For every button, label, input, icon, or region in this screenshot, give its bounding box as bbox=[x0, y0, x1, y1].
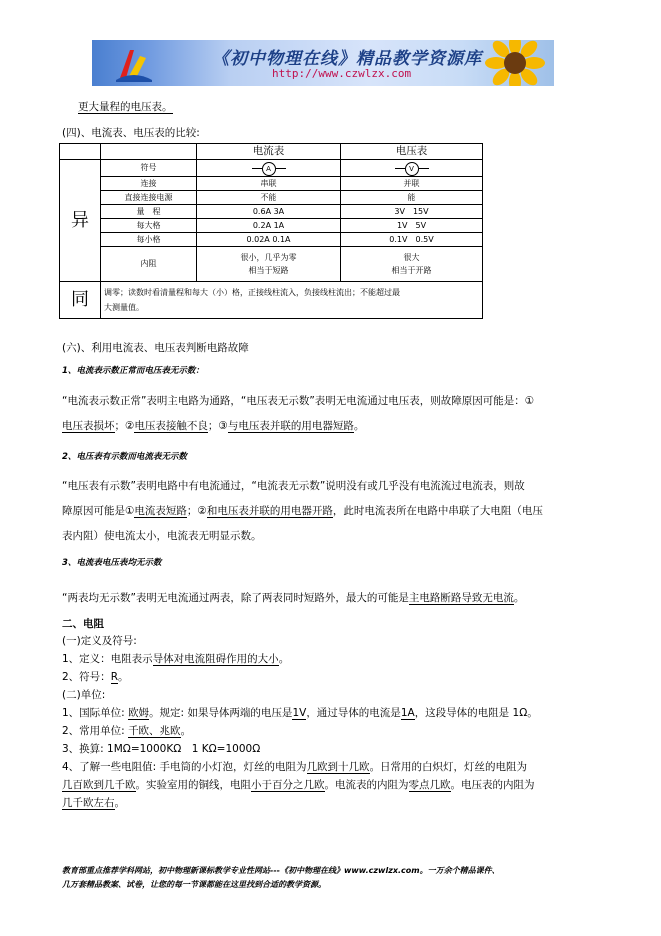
banner-title: 《初中物理在线》精品教学资源库 bbox=[212, 49, 482, 69]
cell-voltmeter: 能 bbox=[341, 190, 483, 204]
row-label: 每小格 bbox=[101, 232, 197, 246]
ammeter-symbol bbox=[197, 160, 341, 177]
para1-line1: “电流表示数正常”表明主电路为通路，“电压表无示数”表明无电流通过电压表，则故障原因可能是：① bbox=[62, 395, 535, 407]
cell-voltmeter: 3V 15V bbox=[341, 204, 483, 218]
col-voltmeter: 电压表 bbox=[341, 144, 483, 160]
para2-line2: 障原因可能是①电流表短路；②和电压表并联的用电器开路，此时电流表所在电路中串联了大电阻（电压 bbox=[62, 505, 543, 517]
same-note bbox=[101, 281, 483, 318]
voltmeter-icon: V bbox=[405, 162, 419, 176]
row-label: 内阻 bbox=[101, 246, 197, 281]
table-row bbox=[60, 190, 483, 204]
table-row bbox=[60, 204, 483, 218]
row-label: 连接 bbox=[101, 176, 197, 190]
fault-heading-2: 2、电压表有示数而电流表无示数 bbox=[62, 452, 187, 462]
resistance-si-unit: 1、国际单位: 欧姆。规定: 如果导体两端的电压是1V，通过导体的电流是1A，这段导体的电阻是 1Ω。 bbox=[62, 707, 538, 719]
para2-line3: 表内阻）使电流太小，电流表无明显示数。 bbox=[62, 530, 262, 542]
resistance-title: 二、电阻 bbox=[62, 618, 104, 630]
site-logo-icon bbox=[114, 44, 154, 84]
table-row bbox=[60, 160, 483, 177]
row-label: 每大格 bbox=[101, 218, 197, 232]
cell-ammeter: 串联 bbox=[197, 176, 341, 190]
resistance-symbol: 2、符号：R。 bbox=[62, 671, 129, 683]
table-header-row bbox=[60, 144, 483, 160]
table-corner bbox=[60, 144, 101, 160]
resistance-values-2: 几百欧到几千欧。实验室用的铜线，电阻小于百分之几欧。电流表的内阻为零点几欧。电压表的内阻为 bbox=[62, 779, 535, 791]
section6-title: (六)、利用电流表、电压表判断电路故障 bbox=[62, 342, 249, 354]
diff-label: 异 bbox=[60, 160, 101, 282]
resistance-values-3: 几千欧左右。 bbox=[62, 797, 125, 809]
table-corner-2 bbox=[101, 144, 197, 160]
note-line: 调零；读数时看清量程和每大（小）格，正接线柱流入，负接线柱流出；不能超过最 bbox=[104, 287, 400, 297]
top-line: 更大量程的电压表。 bbox=[78, 101, 173, 113]
col-ammeter: 电流表 bbox=[197, 144, 341, 160]
resistance-conversion: 3、换算: 1MΩ=1000KΩ 1 KΩ=1000Ω bbox=[62, 743, 261, 755]
table-row bbox=[60, 218, 483, 232]
resistance-common-unit: 2、常用单位: 千欧、兆欧。 bbox=[62, 725, 192, 737]
table-row bbox=[60, 281, 483, 318]
compare-heading: (四)、电流表、电压表的比较: bbox=[62, 127, 200, 139]
table-row bbox=[60, 176, 483, 190]
table-row bbox=[60, 246, 483, 281]
fault-heading-1: 1、电流表示数正常而电压表无示数： bbox=[62, 366, 204, 376]
fault-heading-3: 3、电流表电压表均无示数 bbox=[62, 558, 162, 568]
cell-voltmeter: 0.1V 0.5V bbox=[341, 232, 483, 246]
table-row bbox=[60, 232, 483, 246]
comparison-table bbox=[59, 143, 483, 319]
resistance-values-1: 4、了解一些电阻值: 手电筒的小灯泡，灯丝的电阻为几欧到十几欧。日常用的白炽灯，灯丝的电阻为 bbox=[62, 761, 528, 773]
ammeter-icon: A bbox=[262, 162, 276, 176]
cell-ammeter: 0.2A 1A bbox=[197, 218, 341, 232]
cell-voltmeter: 并联 bbox=[341, 176, 483, 190]
same-label: 同 bbox=[60, 281, 101, 318]
cell-ammeter: 不能 bbox=[197, 190, 341, 204]
para2-line1: “电压表有示数”表明电路中有电流通过，“电流表无示数”说明没有或几乎没有电流流过电流表，则故 bbox=[62, 480, 525, 492]
cell-line: 很小，几乎为零 bbox=[240, 252, 297, 262]
resistance-sub1: (一)定义及符号: bbox=[62, 635, 137, 647]
resistance-sub2: (二)单位: bbox=[62, 689, 106, 701]
cell-line: 相当于短路 bbox=[248, 265, 289, 275]
row-label: 符号 bbox=[101, 160, 197, 177]
header-banner bbox=[92, 40, 554, 86]
row-label: 量 程 bbox=[101, 204, 197, 218]
footer-line-2: 几万套精品教案、试卷，让您的每一节课都能在这里找到合适的教学资源。 bbox=[62, 880, 326, 889]
resistance-def: 1、定义：电阻表示导体对电流阻碍作用的大小。 bbox=[62, 653, 290, 665]
footer-note bbox=[62, 864, 602, 892]
cell-line: 相当于开路 bbox=[391, 265, 432, 275]
voltmeter-symbol bbox=[341, 160, 483, 177]
footer-line-1: 教育部重点推荐学科网站，初中物理新课标教学专业性网站---《初中物理在线》www.czwlzx.com。一万余个精品课件、 bbox=[62, 866, 500, 875]
cell-voltmeter bbox=[341, 246, 483, 281]
cell-ammeter: 0.6A 3A bbox=[197, 204, 341, 218]
para3-line1: “两表均无示数”表明无电流通过两表，除了两表同时短路外，最大的可能是主电路断路导致无电流。 bbox=[62, 592, 525, 604]
para1-line2: 电压表损坏；②电压表接触不良；③与电压表并联的用电器短路。 bbox=[62, 420, 365, 432]
banner-url[interactable]: http://www.czwlzx.com bbox=[272, 67, 412, 80]
cell-voltmeter: 1V 5V bbox=[341, 218, 483, 232]
cell-line: 很大 bbox=[403, 252, 420, 262]
row-label: 直接连接电源 bbox=[101, 190, 197, 204]
sunflower-icon bbox=[480, 40, 550, 86]
cell-ammeter: 0.02A 0.1A bbox=[197, 232, 341, 246]
note-line: 大测量值。 bbox=[104, 302, 144, 312]
cell-ammeter bbox=[197, 246, 341, 281]
